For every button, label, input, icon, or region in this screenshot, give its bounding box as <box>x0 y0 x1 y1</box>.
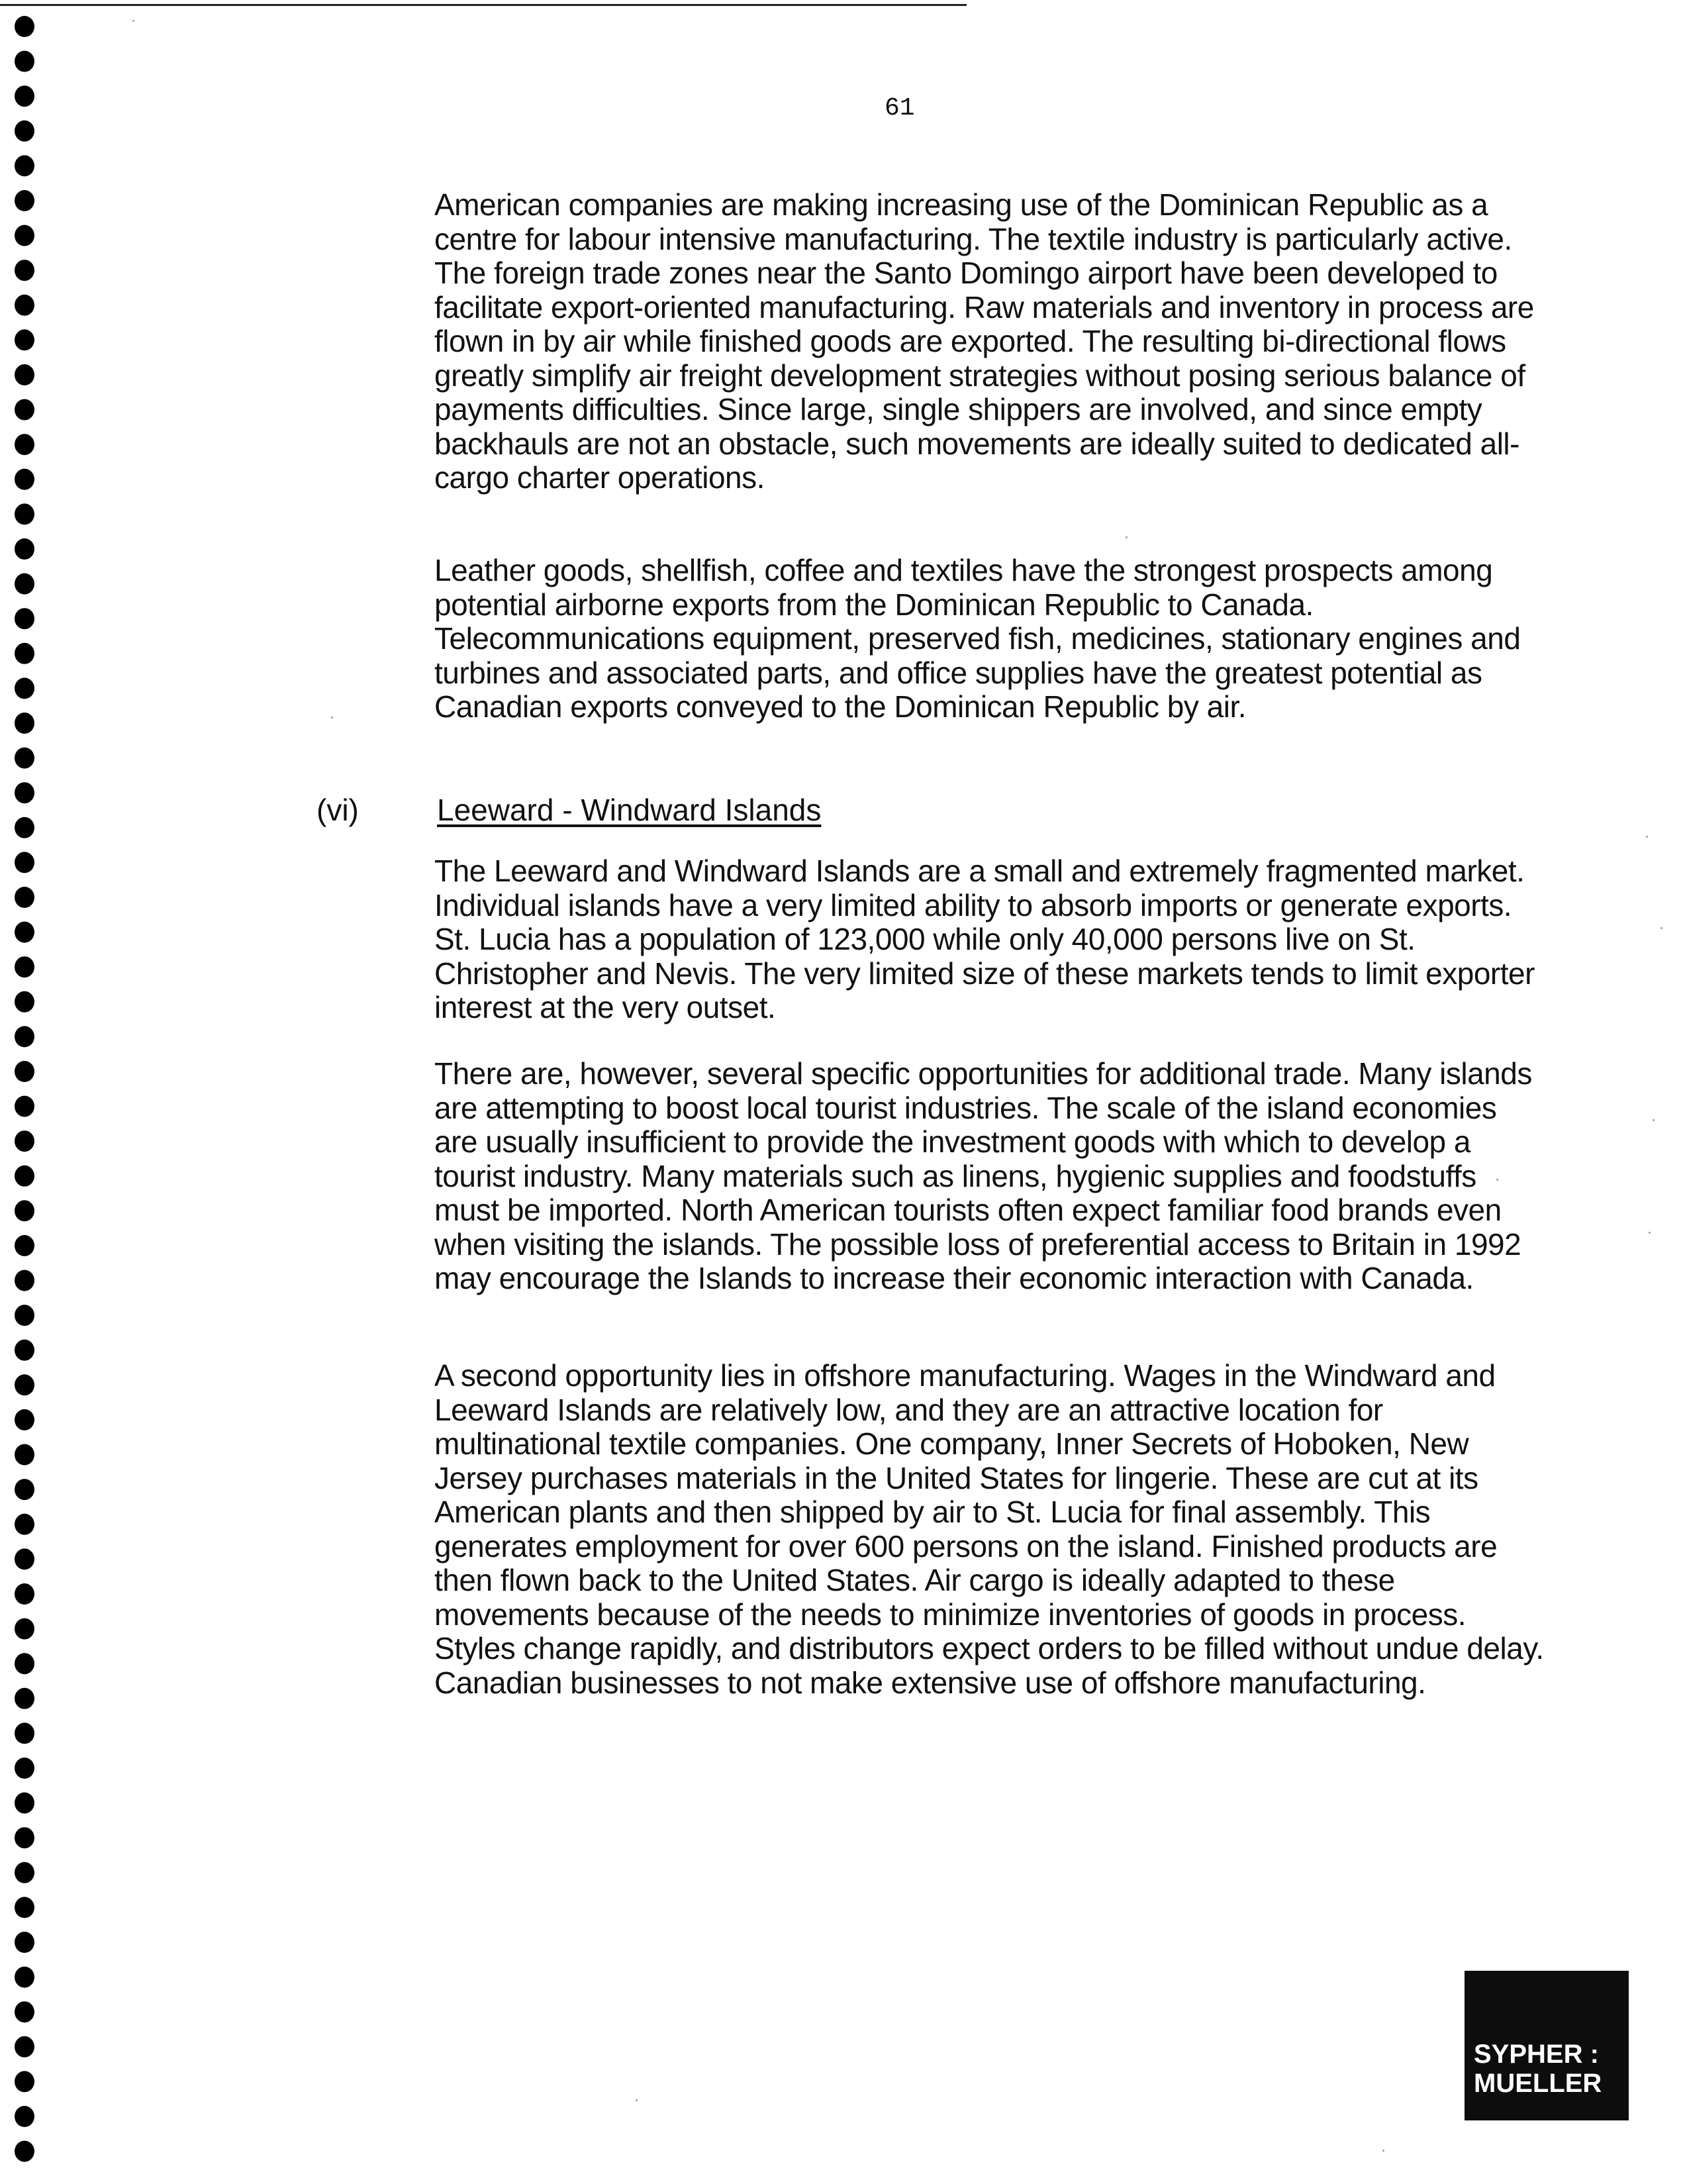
binding-hole <box>15 2071 34 2092</box>
scan-speck <box>1496 1179 1498 1181</box>
binding-hole <box>15 1862 34 1883</box>
page-number: 61 <box>885 94 915 123</box>
binding-hole <box>15 1514 34 1535</box>
binding-hole <box>15 1758 34 1779</box>
logo-line-2: MUELLER <box>1474 2069 1602 2098</box>
sypher-mueller-logo <box>1465 1971 1629 2120</box>
binding-hole <box>15 1897 34 1918</box>
binding-hole <box>15 2001 34 2022</box>
logo-line-1: SYPHER : <box>1474 2040 1599 2069</box>
scan-speck <box>1646 836 1648 838</box>
scan-speck <box>1649 1232 1651 1234</box>
binding-hole <box>15 748 34 769</box>
binding-hole <box>15 2141 34 2162</box>
binding-hole <box>15 1548 34 1569</box>
binding-hole <box>15 1409 34 1430</box>
binding-hole <box>15 1653 34 1674</box>
binding-hole <box>15 1270 34 1291</box>
binding-hole <box>15 1967 34 1988</box>
binding-hole <box>15 1688 34 1709</box>
section-number: (vi) <box>316 793 359 827</box>
binding-hole <box>15 1932 34 1953</box>
scan-speck <box>1382 2150 1384 2152</box>
paragraph-trade-opportunities: There are, however, several specific opportunities for additional trade. Many islands are attempting to boost local tourist industries. The scale of the island economies are usually insufficient to provide the investment goods with which to develop a tourist industry. Many materials such as linens, hygienic supplies and foodstuffs must be imported. North American tourists often expect familiar food brands even when visiting the islands. The possible loss of preferential access to Britain in 1992 may encourage the Islands to increase their economic interaction with Canada. <box>434 1056 1532 1295</box>
scan-speck <box>1660 927 1662 929</box>
binding-hole <box>15 434 34 455</box>
binding-hole <box>15 1200 34 1221</box>
binding-hole <box>15 956 34 977</box>
binding-hole <box>15 1722 34 1744</box>
binding-hole <box>15 643 34 664</box>
binding-hole <box>15 991 34 1013</box>
binding-hole <box>15 887 34 908</box>
binding-hole <box>15 190 34 211</box>
scan-speck <box>1126 536 1128 538</box>
top-rule <box>0 4 967 6</box>
binding-hole <box>15 1618 34 1640</box>
binding-hole <box>15 1479 34 1500</box>
binding-hole <box>15 677 34 699</box>
binding-hole <box>15 817 34 838</box>
binding-hole <box>15 2106 34 2127</box>
scan-speck <box>636 2099 638 2101</box>
binding-hole <box>15 155 34 176</box>
binding-hole <box>15 503 34 524</box>
binding-hole <box>15 260 34 281</box>
paragraph-dominican-manufacturing: American companies are making increasing use of the Dominican Republic as a centre for labour intensive manufacturing. The textile industry is particularly active. The foreign trade zones near the Santo Domingo airport have been developed to facilitate export-oriented manufacturing. Raw materials and inventory in process are flown in by air while finished goods are exported. The resulting bi-directional flows greatly simplify air freight development strategies without posing serious balance of payments difficulties. Since large, single shippers are involved, and since empty backhauls are not an obstacle, such movements are ideally suited to dedicated all-cargo charter operations. <box>434 187 1534 495</box>
binding-hole <box>15 782 34 803</box>
binding-hole <box>15 51 34 72</box>
binding-hole <box>15 225 34 246</box>
binding-hole <box>15 85 34 107</box>
binding-hole <box>15 364 34 385</box>
binding-hole <box>15 295 34 316</box>
binding-hole <box>15 1096 34 1117</box>
binding-hole <box>15 121 34 142</box>
binding-hole <box>15 1340 34 1361</box>
paragraph-offshore-manufacturing: A second opportunity lies in offshore manufacturing. Wages in the Windward and Leeward Islands are relatively low, and they are an attractive location for multinational textile companies. One company, Inner Secrets of Hoboken, New Jersey purchases materials in the United States for lingerie. These are cut at its American plants and then shipped by air to St. Lucia for final assembly. This generates employment for over 600 persons on the island. Finished products are then flown back to the United States. Air cargo is ideally adapted to these movements because of the needs to minimize inventories of goods in process. Styles change rapidly, and distributors expect orders to be filled without undue delay. Canadian businesses to not make extensive use of offshore manufacturing. <box>434 1358 1544 1700</box>
binding-hole <box>15 1235 34 1256</box>
binding-hole <box>15 852 34 873</box>
binding-holes <box>9 13 40 2179</box>
binding-hole <box>15 922 34 943</box>
binding-hole <box>15 1583 34 1605</box>
binding-hole <box>15 1827 34 1848</box>
binding-holes-graphic <box>9 13 40 2179</box>
binding-hole <box>15 16 34 37</box>
scan-speck <box>331 717 333 719</box>
paragraph-islands-market: The Leeward and Windward Islands are a small and extremely fragmented market. Individual islands have a very limited ability to absorb imports or generate exports. St. Lucia has a population of 123,000 while only 40,000 persons live on St. Christopher and Nevis. The very limited size of these markets tends to limit exporter interest at the very outset. <box>434 854 1535 1024</box>
binding-hole <box>15 1793 34 1814</box>
binding-hole <box>15 608 34 629</box>
binding-hole <box>15 1305 34 1326</box>
binding-hole <box>15 713 34 734</box>
binding-hole <box>15 1374 34 1395</box>
binding-hole <box>15 1130 34 1152</box>
binding-hole <box>15 573 34 595</box>
binding-hole <box>15 1026 34 1047</box>
scan-speck <box>132 20 134 22</box>
section-title: Leeward - Windward Islands <box>437 793 822 827</box>
binding-hole <box>15 1444 34 1465</box>
binding-hole <box>15 2036 34 2058</box>
binding-hole <box>15 1061 34 1082</box>
binding-hole <box>15 399 34 421</box>
scan-speck <box>1653 1119 1655 1121</box>
binding-hole <box>15 329 34 350</box>
binding-hole <box>15 1166 34 1187</box>
paragraph-dominican-exports: Leather goods, shellfish, coffee and textiles have the strongest prospects among potential airborne exports from the Dominican Republic to Canada. Telecommunications equipment, preserved fish, medicines, stationary engines and turbines and associated parts, and office supplies have the greatest potential as Canadian exports conveyed to the Dominican Republic by air. <box>434 553 1521 724</box>
binding-hole <box>15 538 34 560</box>
binding-hole <box>15 469 34 490</box>
